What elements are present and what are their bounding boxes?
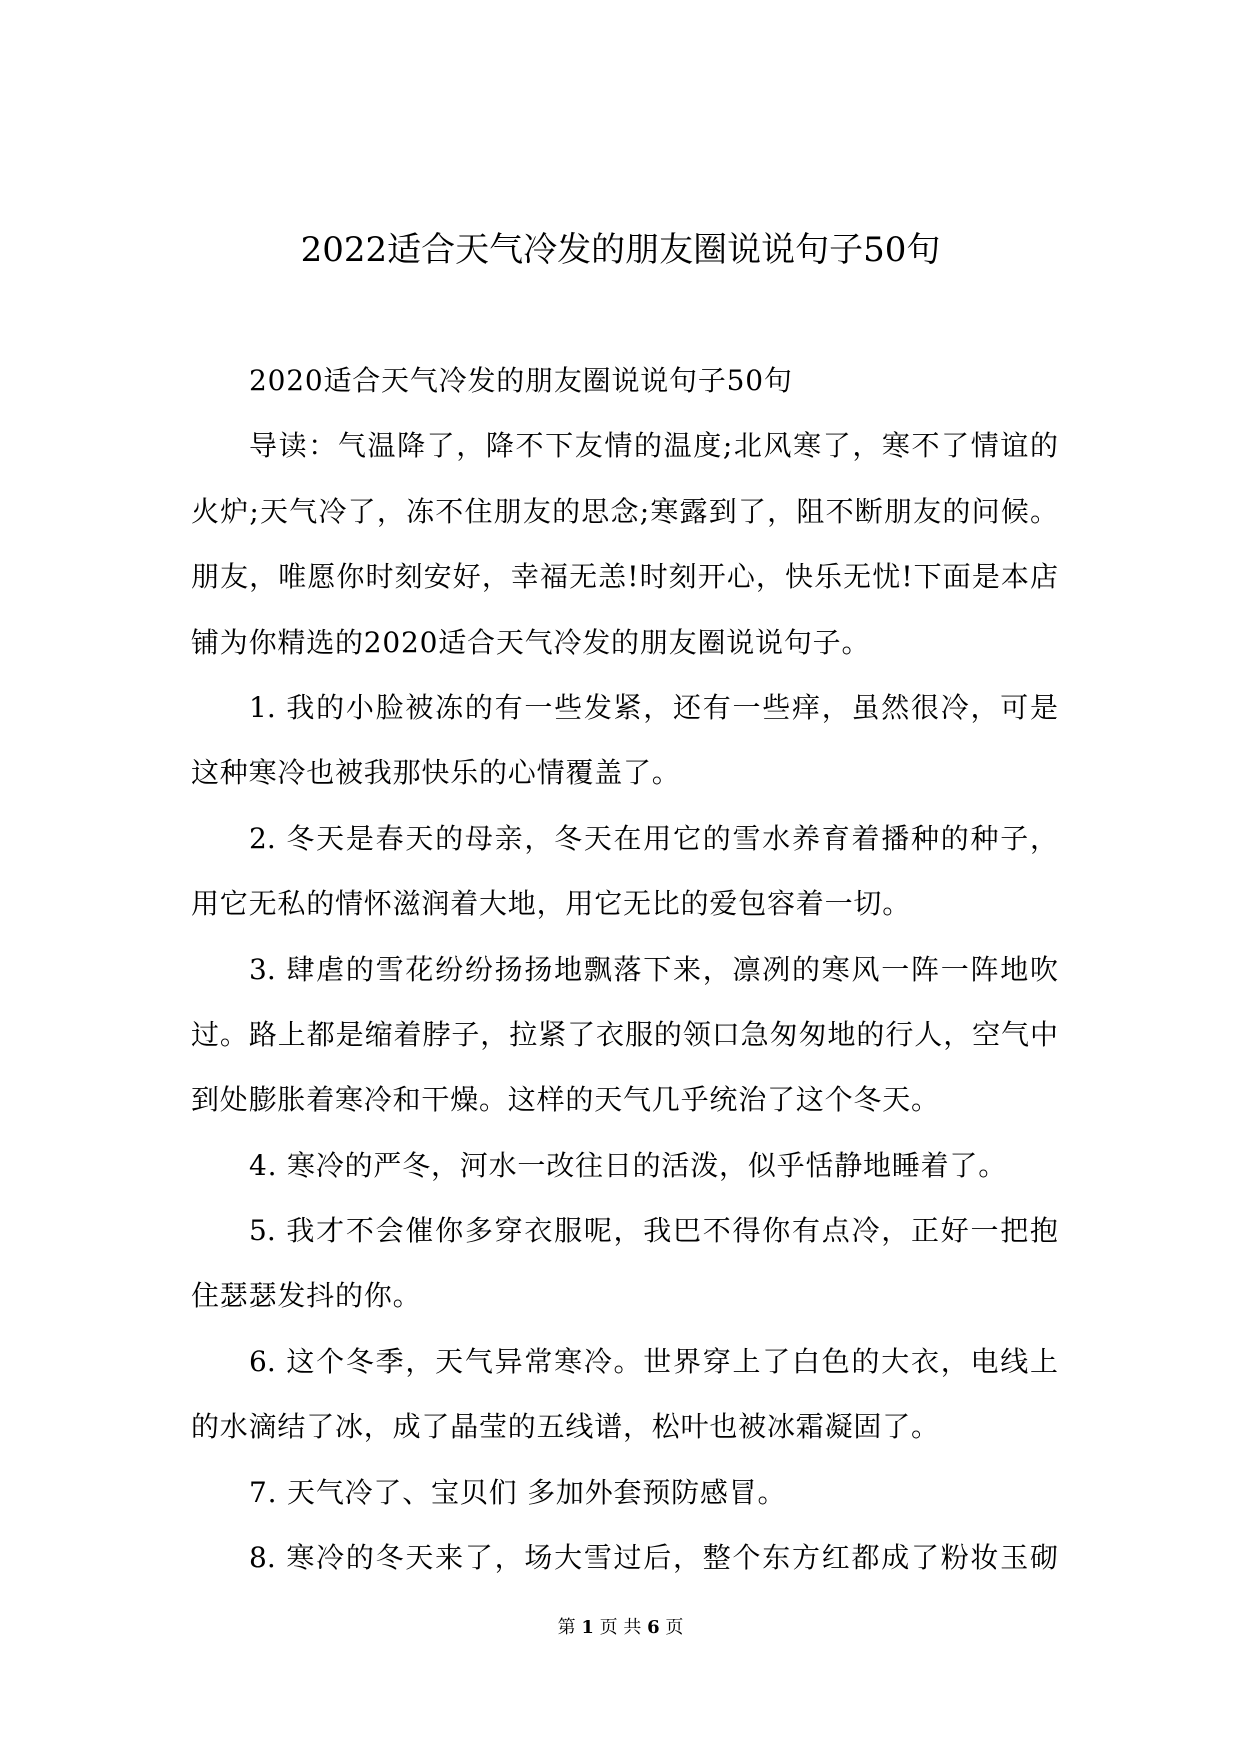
paragraph-line: 的水滴结了冰，成了晶莹的五线谱，松叶也被冰霜凝固了。 [191,1410,940,1444]
footer-label-middle: 页 共 [593,1617,648,1638]
paragraph-line: 火炉;天气冷了，冻不住朋友的思念;寒露到了，阻不断朋友的问候。 [191,494,1058,528]
footer-label-before: 第 [557,1617,582,1638]
paragraph-line: 过。路上都是缩着脖子，拉紧了衣服的领口急匆匆地的行人，空气中 [191,1017,1058,1051]
document-body [191,348,1058,1590]
paragraph-line: 2020适合天气冷发的朋友圈说说句子50句 [249,364,793,397]
page-footer [0,1616,1241,1640]
paragraph-line: 1. 我的小脸被冻的有一些发紧，还有一些痒，虽然很冷，可是 [249,690,1058,724]
paragraph-line: 5. 我才不会催你多穿衣服呢，我巴不得你有点冷，正好一把抱 [249,1214,1058,1248]
paragraph-line: 到处膨胀着寒冷和干燥。这样的天气几乎统治了这个冬天。 [191,1083,940,1117]
paragraph-line: 用它无私的情怀滋润着大地，用它无比的爱包容着一切。 [191,887,912,921]
list-item-7 [191,1460,1058,1525]
paragraph-line: 这种寒冷也被我那快乐的心情覆盖了。 [191,756,681,790]
list-item-1 [191,675,1058,806]
paragraph-line: 导读：气温降了，降不下友情的温度;北风寒了，寒不了情谊的 [249,429,1058,463]
document-title: 2022适合天气冷发的朋友圈说说句子50句 [300,230,941,270]
paragraph-line: 8. 寒冷的冬天来了，场大雪过后，整个东方红都成了粉妆玉砌 [249,1541,1058,1575]
page-number-current: 1 [581,1617,594,1638]
list-item-6 [191,1329,1058,1460]
paragraph-line: 6. 这个冬季，天气异常寒冷。世界穿上了白色的大衣，电线上 [249,1344,1058,1378]
paragraph-line: 4. 寒冷的严冬，河水一改往日的活泼，似乎恬静地睡着了。 [249,1148,1008,1182]
paragraph-intro [191,413,1058,675]
list-item-4 [191,1133,1058,1198]
paragraph-line: 7. 天气冷了、宝贝们 多加外套预防感冒。 [249,1475,787,1509]
list-item-3 [191,937,1058,1133]
page-number-total: 6 [647,1617,660,1638]
footer-label-after: 页 [659,1617,684,1638]
paragraph-line: 住瑟瑟发抖的你。 [191,1279,422,1313]
paragraph-line: 铺为你精选的2020适合天气冷发的朋友圈说说句子。 [191,625,871,659]
list-item-2 [191,806,1058,937]
paragraph-line: 朋友，唯愿你时刻安好，幸福无恙!时刻开心，快乐无忧!下面是本店 [191,560,1058,594]
paragraph-line: 2. 冬天是春天的母亲，冬天在用它的雪水养育着播种的种子， [249,821,1058,855]
list-item-8 [191,1525,1058,1590]
list-item-5 [191,1198,1058,1329]
paragraph-subtitle [191,348,1058,413]
paragraph-line: 3. 肆虐的雪花纷纷扬扬地飘落下来，凛冽的寒风一阵一阵地吹 [249,952,1058,986]
